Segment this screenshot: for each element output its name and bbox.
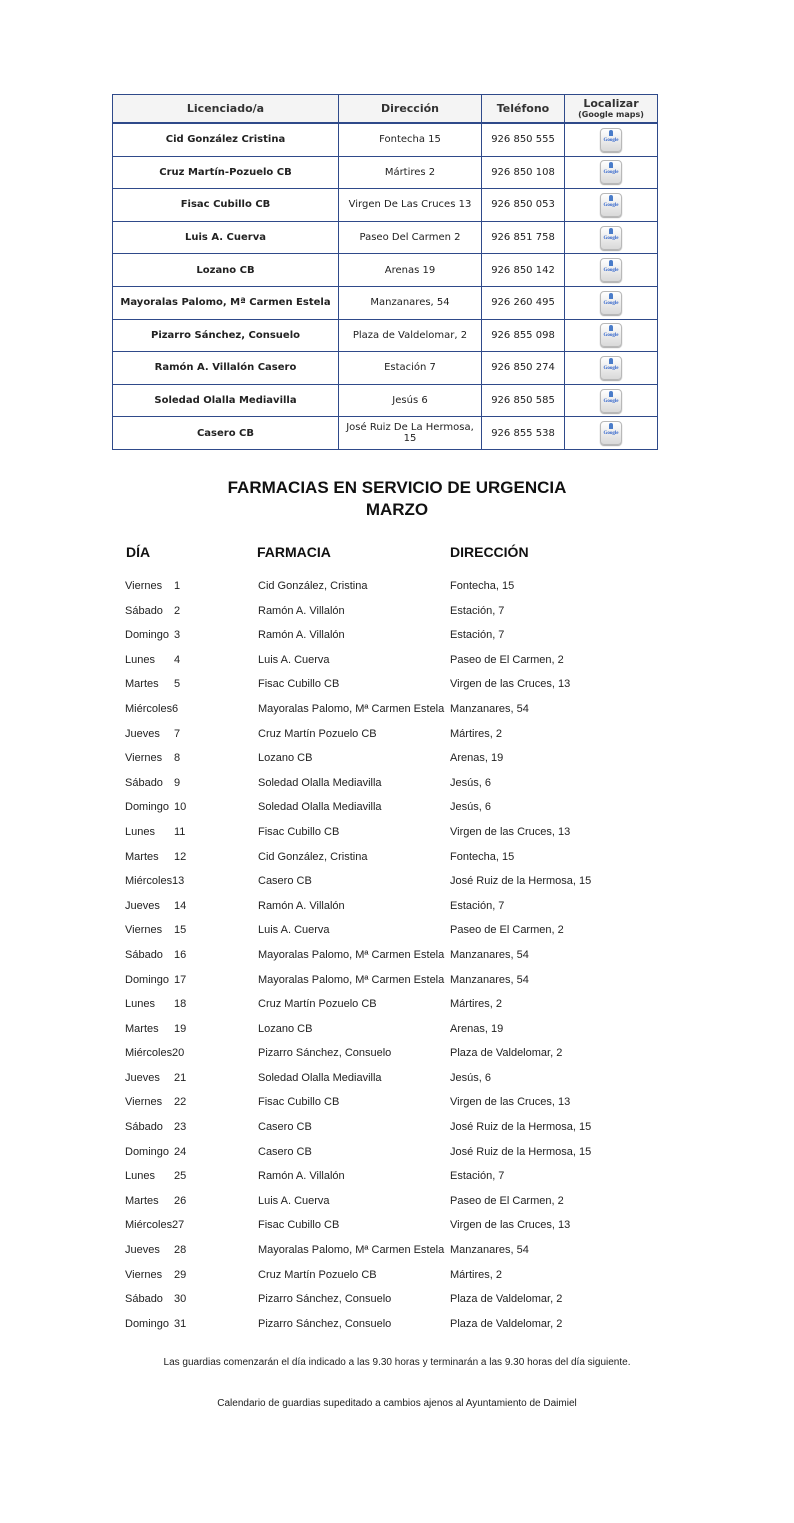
- urgencia-date: 12: [174, 850, 187, 863]
- urgencia-date: 6: [172, 702, 179, 715]
- list-item: [0, 872, 794, 897]
- urgencia-direccion: Arenas, 19: [450, 752, 504, 765]
- localizar-cell: [565, 352, 658, 385]
- urgencia-date: 13: [172, 875, 185, 888]
- urgencia-farmacia: Soledad Olalla Mediavilla: [258, 1071, 382, 1084]
- list-item: [0, 995, 794, 1020]
- urgencia-date: 8: [174, 752, 181, 765]
- urgencia-date: 11: [174, 825, 186, 838]
- urgencia-direccion: Plaza de Valdelomar, 2: [450, 1317, 563, 1330]
- urgencia-direccion: Virgen de las Cruces, 13: [450, 1096, 571, 1109]
- urgencia-direccion: Manzanares, 54: [450, 948, 529, 961]
- list-item: [0, 1290, 794, 1315]
- urgencia-day: Lunes: [125, 998, 155, 1011]
- google-maps-icon[interactable]: [600, 421, 622, 445]
- urgencia-farmacia: Ramón A. Villalón: [258, 604, 345, 617]
- pharmacy-name: Mayoralas Palomo, Mª Carmen Estela: [113, 286, 339, 319]
- urgencia-day: Lunes: [125, 825, 155, 838]
- urgencia-date: 16: [174, 948, 187, 961]
- urgencia-direccion: Estación, 7: [450, 629, 505, 642]
- urgencia-date: 2: [174, 604, 181, 617]
- urgencia-date: 20: [172, 1047, 185, 1060]
- table-row: [113, 189, 658, 222]
- google-icon-text: Google: [603, 202, 619, 208]
- urgencia-date: 29: [174, 1268, 187, 1281]
- urgencia-farmacia: Mayoralas Palomo, Mª Carmen Estela: [258, 702, 445, 715]
- urgencia-farmacia: Fisac Cubillo CB: [258, 678, 340, 691]
- urgencia-farmacia: Luis A. Cuerva: [258, 653, 330, 666]
- pharmacy-address: Estación 7: [339, 352, 482, 385]
- pharmacy-address: Mártires 2: [339, 156, 482, 189]
- pharmacy-address: Virgen De Las Cruces 13: [339, 189, 482, 222]
- urgencia-farmacia: Cruz Martín Pozuelo CB: [258, 727, 377, 740]
- urgencia-direccion: José Ruiz de la Hermosa, 15: [450, 1121, 592, 1134]
- urgencia-date: 15: [174, 924, 187, 937]
- urgencia-day: Viernes: [125, 580, 163, 592]
- google-maps-icon[interactable]: [600, 193, 622, 217]
- guardias-note: Las guardias comenzarán el día indicado a las 9.30 horas y terminarán a las 9.30 horas del día siguiente.: [163, 1357, 631, 1368]
- col-header-direccion-urgencia: DIRECCIÓN: [450, 544, 529, 560]
- urgencia-date: 17: [174, 973, 187, 986]
- urgencia-date: 18: [174, 998, 187, 1011]
- col-header-dia: DÍA: [126, 544, 151, 560]
- urgencia-direccion: Plaza de Valdelomar, 2: [450, 1293, 563, 1306]
- list-item: [0, 971, 794, 996]
- urgencia-direccion: Virgen de las Cruces, 13: [450, 1219, 571, 1232]
- urgencia-farmacia: Casero CB: [258, 1145, 312, 1158]
- urgencia-direccion: Manzanares, 54: [450, 702, 529, 715]
- list-item: [0, 700, 794, 725]
- pharmacy-phone: 926 850 142: [482, 254, 565, 287]
- list-item: [0, 1143, 794, 1168]
- urgencia-day: Sábado: [125, 776, 163, 789]
- urgencia-direccion: Manzanares, 54: [450, 973, 529, 986]
- urgencia-farmacia: Lozano CB: [258, 1022, 313, 1035]
- urgencia-date: 1: [174, 580, 181, 592]
- urgencia-farmacia: Cid González, Cristina: [258, 850, 368, 863]
- urgencia-direccion: Paseo de El Carmen, 2: [450, 1194, 564, 1207]
- pharmacy-phone: 926 850 555: [482, 123, 565, 156]
- urgencia-farmacia: Mayoralas Palomo, Mª Carmen Estela: [258, 1244, 445, 1257]
- col-header-localizar: [565, 95, 658, 124]
- urgencia-direccion: Virgen de las Cruces, 13: [450, 678, 571, 691]
- urgencia-direccion: Arenas, 19: [450, 1022, 504, 1035]
- urgencia-day: Sábado: [125, 604, 163, 617]
- list-item: [0, 1241, 794, 1266]
- urgencia-day: Martes: [125, 1194, 159, 1207]
- urgencia-date: 27: [172, 1219, 185, 1232]
- table-row: [113, 286, 658, 319]
- google-maps-icon[interactable]: [600, 356, 622, 380]
- localizar-label: Localizar: [583, 97, 639, 110]
- pharmacy-phone: 926 850 274: [482, 352, 565, 385]
- list-item: [0, 651, 794, 676]
- google-icon-text: Google: [603, 398, 619, 404]
- urgencia-direccion: Mártires, 2: [450, 1268, 502, 1281]
- urgencia-day: Sábado: [125, 1121, 163, 1134]
- urgencia-farmacia: Mayoralas Palomo, Mª Carmen Estela: [258, 948, 445, 961]
- urgencia-direccion: Mártires, 2: [450, 998, 502, 1011]
- localizar-sublabel: (Google maps): [578, 110, 644, 119]
- urgencia-date: 9: [174, 776, 181, 789]
- list-item: [0, 897, 794, 922]
- localizar-cell: [565, 384, 658, 417]
- urgencia-day: Jueves: [125, 899, 160, 912]
- google-maps-icon[interactable]: [600, 226, 622, 250]
- google-icon-text: Google: [603, 170, 619, 176]
- table-row: [113, 221, 658, 254]
- localizar-cell: [565, 221, 658, 254]
- urgencia-day: Viernes: [125, 1096, 163, 1109]
- list-item: [0, 1266, 794, 1291]
- list-item: [0, 1093, 794, 1118]
- google-icon-text: Google: [603, 137, 619, 143]
- urgencia-date: 25: [174, 1170, 187, 1183]
- urgencia-farmacia: Mayoralas Palomo, Mª Carmen Estela: [258, 973, 445, 986]
- list-item: [0, 848, 794, 873]
- urgencia-month: MARZO: [365, 500, 429, 519]
- pharmacy-name: Pizarro Sánchez, Consuelo: [113, 319, 339, 352]
- urgencia-list: [0, 577, 794, 1339]
- google-maps-icon[interactable]: [600, 389, 622, 413]
- pharmacy-address: Fontecha 15: [339, 123, 482, 156]
- list-item: [0, 774, 794, 799]
- urgencia-date: 10: [174, 801, 187, 814]
- urgencia-date: 3: [174, 629, 181, 642]
- google-maps-icon[interactable]: [600, 258, 622, 282]
- pharmacy-name: Casero CB: [113, 417, 339, 450]
- urgencia-day: Domingo: [125, 973, 170, 986]
- urgencia-day: Domingo: [125, 1317, 170, 1330]
- list-item: [0, 823, 794, 848]
- google-icon-text: Google: [603, 333, 619, 339]
- list-item: [0, 1020, 794, 1045]
- pharmacies-table: [112, 94, 658, 450]
- urgencia-direccion: Fontecha, 15: [450, 850, 515, 863]
- table-row: [113, 319, 658, 352]
- localizar-cell: [565, 123, 658, 156]
- urgencia-farmacia: Cid González, Cristina: [258, 580, 368, 592]
- pharmacy-phone: 926 850 053: [482, 189, 565, 222]
- urgencia-day: Martes: [125, 1022, 159, 1035]
- urgencia-direccion: José Ruiz de la Hermosa, 15: [450, 1145, 592, 1158]
- localizar-cell: [565, 156, 658, 189]
- urgencia-farmacia: Pizarro Sánchez, Consuelo: [258, 1293, 392, 1306]
- col-header-farmacia: FARMACIA: [257, 544, 331, 560]
- urgencia-direccion: Fontecha, 15: [450, 580, 515, 592]
- pharmacy-address: Manzanares, 54: [339, 286, 482, 319]
- pharmacy-name: Lozano CB: [113, 254, 339, 287]
- pharmacy-name: Cid González Cristina: [113, 123, 339, 156]
- pharmacy-address: José Ruiz De La Hermosa, 15: [339, 417, 482, 450]
- list-item: [0, 749, 794, 774]
- pharmacy-name: Cruz Martín-Pozuelo CB: [113, 156, 339, 189]
- google-icon-text: Google: [603, 235, 619, 241]
- table-row: [113, 352, 658, 385]
- google-maps-icon[interactable]: [600, 128, 622, 152]
- col-header-telefono: Teléfono: [482, 95, 565, 124]
- urgencia-farmacia: Luis A. Cuerva: [258, 924, 330, 937]
- google-icon-text: Google: [603, 268, 619, 274]
- urgencia-day: Viernes: [125, 1268, 163, 1281]
- google-maps-icon[interactable]: [600, 160, 622, 184]
- pharmacy-phone: 926 855 538: [482, 417, 565, 450]
- pharmacy-address: Paseo Del Carmen 2: [339, 221, 482, 254]
- pharmacy-phone: 926 850 585: [482, 384, 565, 417]
- urgencia-farmacia: Pizarro Sánchez, Consuelo: [258, 1317, 392, 1330]
- urgencia-day: Jueves: [125, 1071, 160, 1084]
- list-item: [0, 602, 794, 627]
- urgencia-date: 7: [174, 727, 181, 740]
- pharmacy-name: Soledad Olalla Mediavilla: [113, 384, 339, 417]
- urgencia-direccion: Estación, 7: [450, 1170, 505, 1183]
- urgencia-day: Miércoles: [125, 702, 173, 715]
- urgencia-farmacia: Casero CB: [258, 875, 312, 888]
- urgencia-date: 24: [174, 1145, 187, 1158]
- list-item: [0, 1044, 794, 1069]
- urgencia-farmacia: Soledad Olalla Mediavilla: [258, 776, 382, 789]
- urgencia-date: 21: [174, 1071, 187, 1084]
- urgencia-date: 30: [174, 1293, 187, 1306]
- table-row: [113, 417, 658, 450]
- urgencia-date: 28: [174, 1244, 187, 1257]
- google-icon-text: Google: [603, 300, 619, 306]
- urgencia-day: Domingo: [125, 629, 170, 642]
- urgencia-direccion: Jesús, 6: [450, 1071, 491, 1084]
- urgencia-direccion: Mártires, 2: [450, 727, 502, 740]
- pharmacy-phone: 926 260 495: [482, 286, 565, 319]
- urgencia-day: Domingo: [125, 801, 170, 814]
- pharmacy-phone: 926 851 758: [482, 221, 565, 254]
- urgencia-date: 22: [174, 1096, 187, 1109]
- pharmacy-address: Jesús 6: [339, 384, 482, 417]
- pharmacy-name: Luis A. Cuerva: [113, 221, 339, 254]
- list-item: [0, 921, 794, 946]
- urgencia-day: Martes: [125, 678, 159, 691]
- list-item: [0, 798, 794, 823]
- localizar-cell: [565, 417, 658, 450]
- list-item: [0, 1192, 794, 1217]
- urgencia-date: 31: [174, 1317, 187, 1330]
- urgencia-day: Viernes: [125, 752, 163, 765]
- table-row: [113, 384, 658, 417]
- urgencia-farmacia: Ramón A. Villalón: [258, 629, 345, 642]
- localizar-cell: [565, 189, 658, 222]
- table-row: [113, 156, 658, 189]
- list-item: [0, 626, 794, 651]
- table-header-row: [113, 95, 658, 124]
- col-header-direccion: Dirección: [339, 95, 482, 124]
- list-item: [0, 1069, 794, 1094]
- urgencia-farmacia: Fisac Cubillo CB: [258, 1219, 340, 1232]
- list-item: [0, 725, 794, 750]
- urgencia-date: 26: [174, 1194, 187, 1207]
- table-row: [113, 123, 658, 156]
- pharmacy-name: Ramón A. Villalón Casero: [113, 352, 339, 385]
- urgencia-direccion: José Ruiz de la Hermosa, 15: [450, 875, 592, 888]
- urgencia-date: 5: [174, 678, 181, 691]
- urgencia-direccion: Plaza de Valdelomar, 2: [450, 1047, 563, 1060]
- urgencia-direccion: Paseo de El Carmen, 2: [450, 653, 564, 666]
- urgencia-direccion: Paseo de El Carmen, 2: [450, 924, 564, 937]
- pharmacy-address: Arenas 19: [339, 254, 482, 287]
- list-item: [0, 577, 794, 602]
- list-item: [0, 1315, 794, 1340]
- urgencia-day: Martes: [125, 850, 159, 863]
- pharmacy-name: Fisac Cubillo CB: [113, 189, 339, 222]
- urgencia-day: Viernes: [125, 924, 163, 937]
- urgencia-farmacia: Pizarro Sánchez, Consuelo: [258, 1047, 392, 1060]
- urgencia-day: Jueves: [125, 1244, 160, 1257]
- urgencia-day: Miércoles: [125, 1219, 173, 1232]
- list-item: [0, 946, 794, 971]
- list-item: [0, 1216, 794, 1241]
- urgencia-direccion: Jesús, 6: [450, 801, 491, 814]
- urgencia-farmacia: Ramón A. Villalón: [258, 899, 345, 912]
- urgencia-direccion: Estación, 7: [450, 899, 505, 912]
- google-maps-icon[interactable]: [600, 323, 622, 347]
- urgencia-day: Sábado: [125, 1293, 163, 1306]
- table-row: [113, 254, 658, 287]
- urgencia-title: FARMACIAS EN SERVICIO DE URGENCIA: [227, 478, 567, 497]
- urgencia-date: 14: [174, 899, 187, 912]
- localizar-cell: [565, 286, 658, 319]
- urgencia-date: 4: [174, 653, 181, 666]
- col-header-licenciado: Licenciado/a: [113, 95, 339, 124]
- urgencia-farmacia: Soledad Olalla Mediavilla: [258, 801, 382, 814]
- localizar-cell: [565, 319, 658, 352]
- urgencia-day: Jueves: [125, 727, 160, 740]
- urgencia-direccion: Virgen de las Cruces, 13: [450, 825, 571, 838]
- calendario-note: Calendario de guardias supeditado a cambios ajenos al Ayuntamiento de Daimiel: [217, 1398, 577, 1409]
- list-item: [0, 1167, 794, 1192]
- urgencia-day: Domingo: [125, 1145, 170, 1158]
- urgencia-farmacia: Cruz Martín Pozuelo CB: [258, 998, 377, 1011]
- list-item: [0, 1118, 794, 1143]
- urgencia-day: Miércoles: [125, 1047, 173, 1060]
- pharmacy-phone: 926 850 108: [482, 156, 565, 189]
- urgencia-farmacia: Ramón A. Villalón: [258, 1170, 345, 1183]
- urgencia-date: 19: [174, 1022, 187, 1035]
- urgencia-direccion: Estación, 7: [450, 604, 505, 617]
- urgencia-farmacia: Luis A. Cuerva: [258, 1194, 330, 1207]
- urgencia-day: Lunes: [125, 1170, 155, 1183]
- pharmacy-address: Plaza de Valdelomar, 2: [339, 319, 482, 352]
- urgencia-day: Miércoles: [125, 875, 173, 888]
- pharmacy-phone: 926 855 098: [482, 319, 565, 352]
- urgencia-farmacia: Casero CB: [258, 1121, 312, 1134]
- urgencia-farmacia: Fisac Cubillo CB: [258, 1096, 340, 1109]
- urgencia-direccion: Jesús, 6: [450, 776, 491, 789]
- google-icon-text: Google: [603, 365, 619, 371]
- urgencia-date: 23: [174, 1121, 187, 1134]
- google-maps-icon[interactable]: [600, 291, 622, 315]
- list-item: [0, 675, 794, 700]
- urgencia-day: Sábado: [125, 948, 163, 961]
- google-icon-text: Google: [603, 431, 619, 437]
- urgencia-farmacia: Lozano CB: [258, 752, 313, 765]
- urgencia-farmacia: Fisac Cubillo CB: [258, 825, 340, 838]
- localizar-cell: [565, 254, 658, 287]
- urgencia-farmacia: Cruz Martín Pozuelo CB: [258, 1268, 377, 1281]
- urgencia-day: Lunes: [125, 653, 155, 666]
- urgencia-direccion: Manzanares, 54: [450, 1244, 529, 1257]
